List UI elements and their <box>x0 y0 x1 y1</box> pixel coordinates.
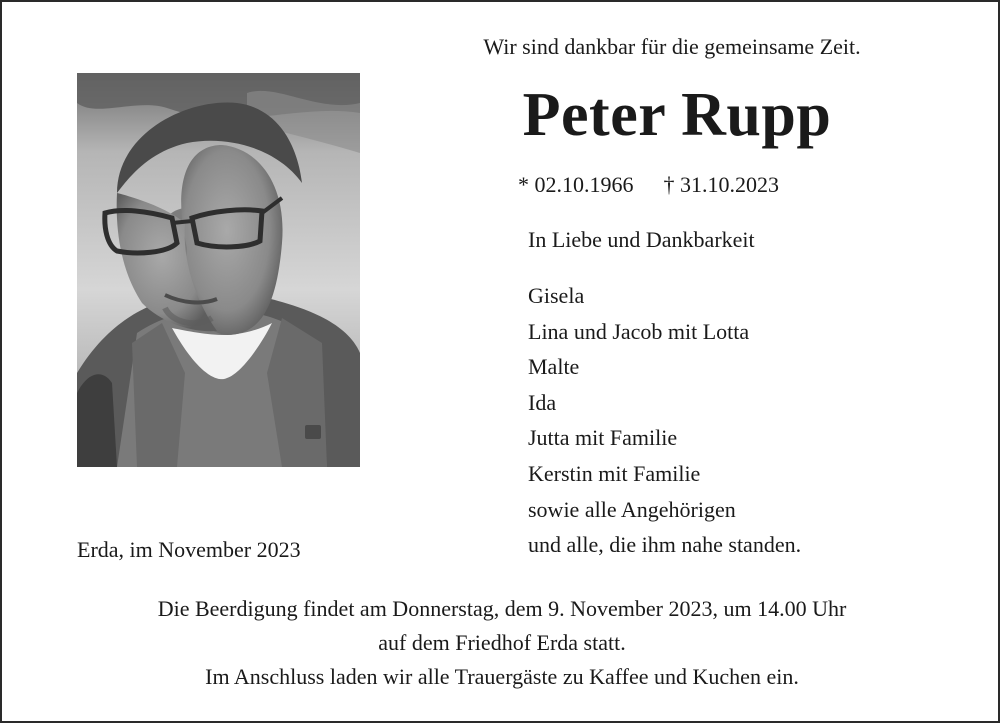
mourner-item: Malte <box>528 354 580 380</box>
funeral-line: Die Beerdigung findet am Donnerstag, dem 9. November 2023, um 14.00 Uhr <box>157 596 847 621</box>
funeral-line: Im Anschluss laden wir alle Trauergäste zu Kaffee und Kuchen ein. <box>205 664 799 689</box>
mourner-item: sowie alle Angehörigen <box>528 496 736 522</box>
mourner-item: Kerstin mit Familie <box>528 460 701 486</box>
dedication-line: In Liebe und Dankbarkeit <box>528 227 755 252</box>
mourner-item: Lina und Jacob mit Lotta <box>528 318 750 344</box>
birth-date: * 02.10.1966 <box>518 172 634 197</box>
life-dates <box>518 172 779 198</box>
portrait-photo <box>77 73 360 467</box>
mourner-item: Gisela <box>528 283 585 308</box>
mourner-item: Jutta mit Familie <box>528 425 678 451</box>
funeral-details <box>2 592 1000 694</box>
mourner-item: und alle, die ihm nahe standen. <box>528 532 802 558</box>
intro-line: Wir sind dankbar für die gemeinsame Zeit. <box>483 34 861 59</box>
mourner-item: Ida <box>528 389 557 415</box>
death-date: † 31.10.2023 <box>663 172 779 197</box>
place-and-date: Erda, im November 2023 <box>77 537 301 562</box>
mourners-list <box>528 278 801 563</box>
deceased-name: Peter Rupp <box>522 81 832 149</box>
funeral-line: auf dem Friedhof Erda statt. <box>378 630 626 655</box>
